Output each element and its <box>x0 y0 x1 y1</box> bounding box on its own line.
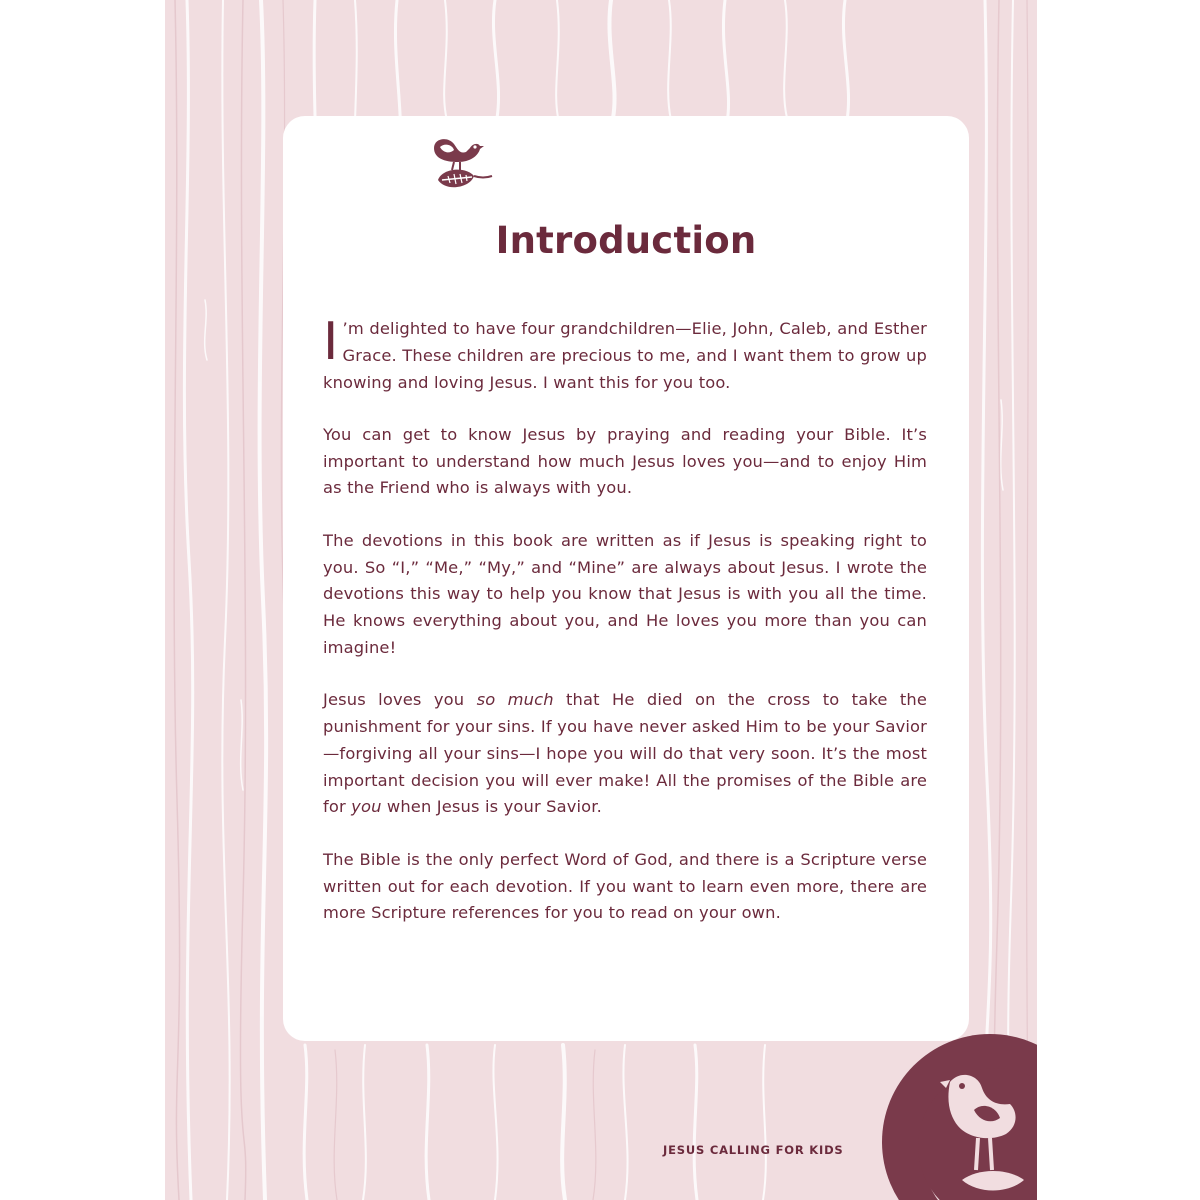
bird-emblem-icon <box>878 1030 1037 1200</box>
paragraph-text: when Jesus is your Savior. <box>381 797 602 817</box>
paragraph: The Bible is the only perfect Word of God, and there is a Scripture verse written out for each devotion. If you want to learn even more, there are more Scripture references for you to read on your own. <box>323 849 927 923</box>
emphasis-text: so much <box>476 690 554 710</box>
paragraph: You can get to know Jesus by praying and reading your Bible. It’s important to understand how much Jesus loves you—and to enjoy Him as the Friend who is always with you. <box>323 424 927 498</box>
paragraph-text: that He died on the cross to take the punishment for your sins. If you have never asked Him to be your Savior—forgiving all your sins—I hope you will do that very soon. It’s the most important decision you will ever make! All the promises of the Bible are for <box>323 690 927 817</box>
paragraph <box>323 687 927 821</box>
paragraph-text: Jesus loves you <box>323 690 477 710</box>
drop-cap: I <box>323 312 339 372</box>
paragraph <box>323 312 927 396</box>
body-text <box>323 312 927 953</box>
running-footer: JESUS CALLING FOR KIDS <box>663 1143 844 1157</box>
paragraph-text: ’m delighted to have four grandchildren—Elie, John, Caleb, and Esther Grace. These children are precious to me, and I want them to grow up knowing and loving Jesus. I want this for you too. <box>323 319 927 392</box>
paragraph: The devotions in this book are written as if Jesus is speaking right to you. So “I,” “Me,” “My,” and “Mine” are always about Jesus. I wrote the devotions this way to help you know that Jesus is with you all the time. He knows everything about you, and He loves you more than you can imagine! <box>323 530 927 657</box>
bird-on-leaf-icon <box>426 132 498 198</box>
emphasis-text: you <box>351 797 382 817</box>
page-title: Introduction <box>495 219 757 262</box>
